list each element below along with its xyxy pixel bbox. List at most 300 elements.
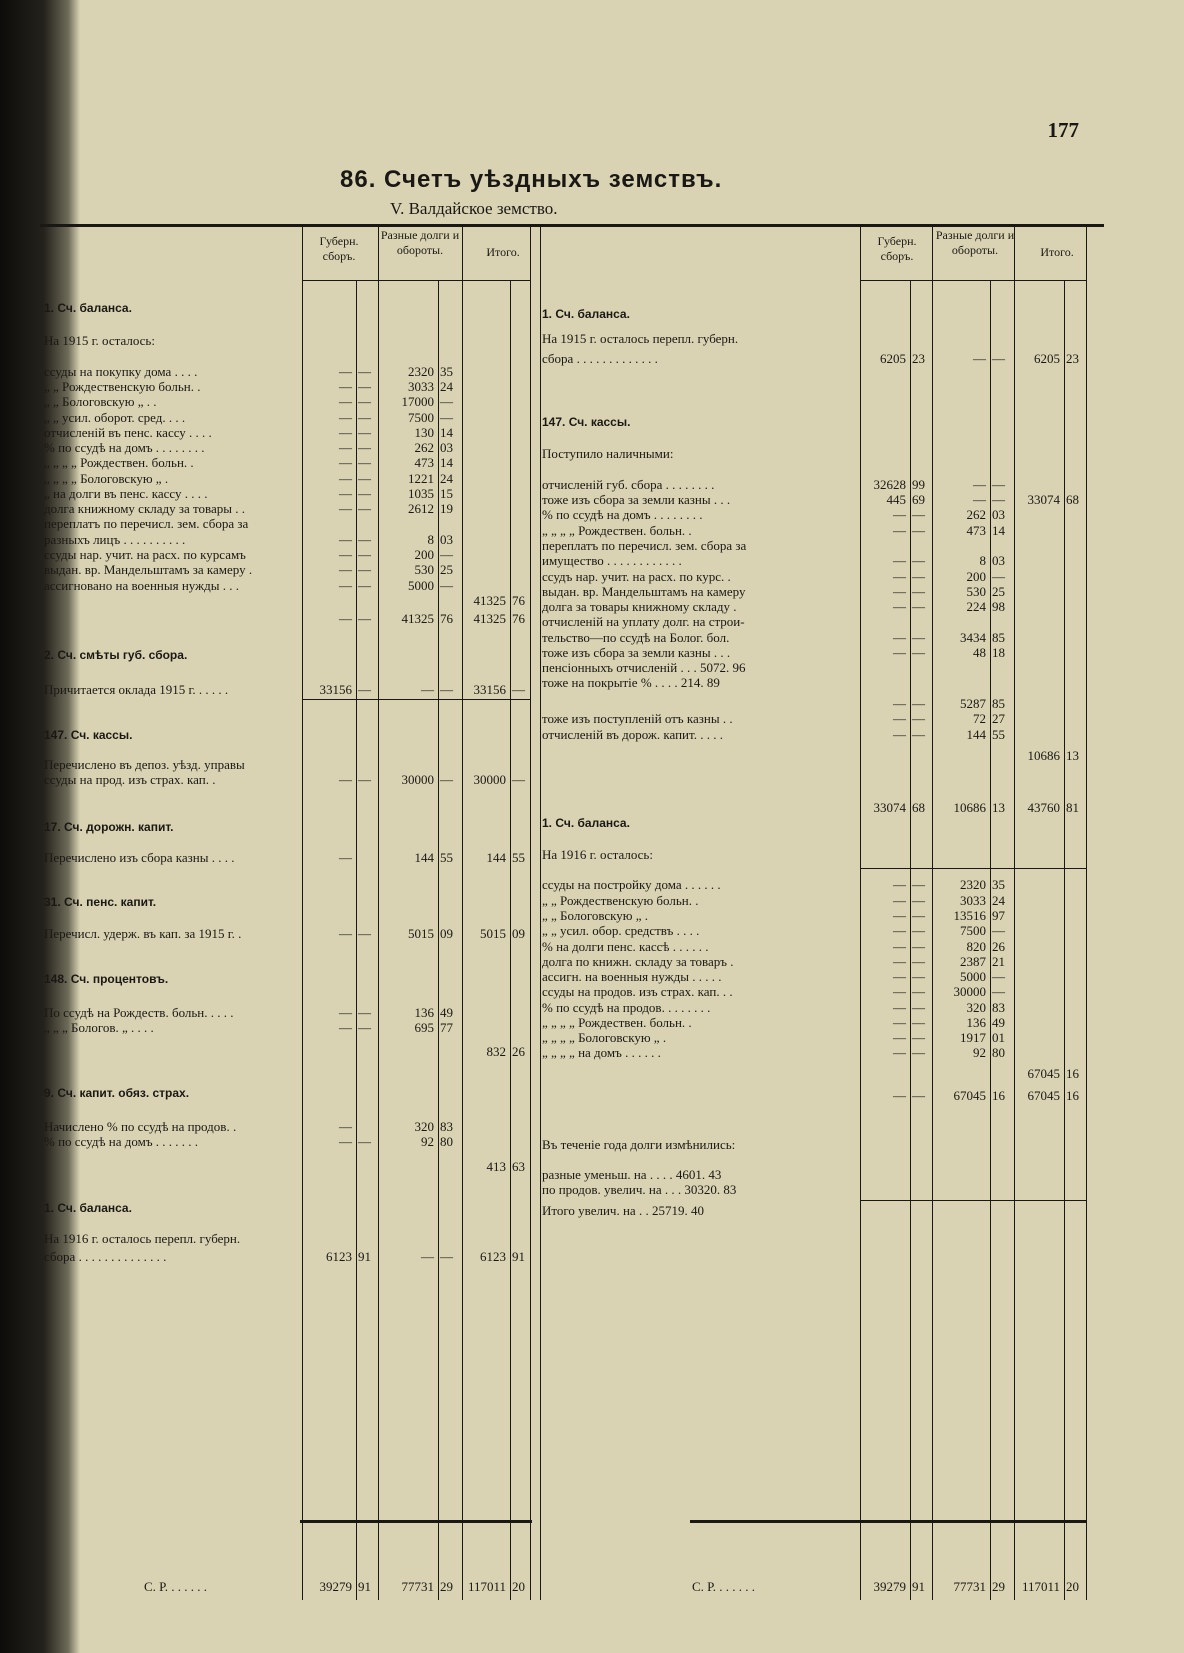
left-row-label: ссуды на прод. изъ страх. кап. . (44, 772, 216, 787)
right-cell-rk: 27 (992, 711, 1005, 726)
right-cell-g: — (893, 727, 906, 742)
right-cell-g: — (893, 523, 906, 538)
left-cell-i: 832 (486, 1044, 506, 1059)
left-row-label: 1. Сч. баланса. (44, 1201, 132, 1215)
right-cell-g: 32628 (873, 477, 906, 492)
left-cell-g: — (339, 532, 352, 547)
left-row-label: ассигновано на военныя нужды . . . (44, 578, 239, 593)
right-row-label: долга за товары книжному складу . (542, 599, 737, 614)
left-row (0, 393, 1184, 410)
left-cell-r: 1035 (408, 486, 434, 501)
left-cell-gk: — (358, 379, 371, 394)
left-cell-r: — (421, 682, 434, 697)
left-cell-g: — (339, 440, 352, 455)
right-cell-gk: 68 (912, 800, 925, 815)
left-cell-rk: — (440, 394, 453, 409)
left-cell-r: 41325 (401, 611, 434, 626)
right-cell-rk: — (992, 969, 1005, 984)
right-cell-gk: — (912, 923, 925, 938)
left-cell-r: 144 (414, 850, 434, 865)
left-header-gub: Губерн. сборъ. (319, 234, 359, 263)
right-header-gub: Губерн. сборъ. (877, 234, 917, 263)
left-cell-gk: — (358, 364, 371, 379)
right-row-label: сбора . . . . . . . . . . . . . (542, 351, 658, 366)
right-row-label: ссуды на постройку дома . . . . . . (542, 877, 721, 892)
right-cell-gk: — (912, 939, 925, 954)
right-cell-rk: 25 (992, 584, 1005, 599)
right-row-label: 147. Сч. кассы. (542, 415, 631, 429)
right-cell-r: 8 (979, 553, 986, 568)
left-cell-rk: 80 (440, 1134, 453, 1149)
left-row-label: 31. Сч. пенс. капит. (44, 895, 157, 909)
left-cell-r: 3033 (408, 379, 434, 394)
left-cell-gk: — (358, 772, 371, 787)
left-cell-r: 695 (414, 1020, 434, 1035)
right-row-label: тельство—по ссудѣ на Болог. бол. (542, 630, 730, 645)
right-cell-gk: — (912, 1088, 925, 1103)
left-cell-gk: — (358, 394, 371, 409)
left-cell-gk: — (358, 440, 371, 455)
right-row-label: ссудъ нар. учит. на расх. по курс. . (542, 569, 731, 584)
left-cell-r: 473 (414, 455, 434, 470)
right-row-label: „ „ „ „ Бологовскую „ . (542, 1030, 667, 1045)
right-cell-r: 136 (966, 1015, 986, 1030)
right-row (0, 552, 1184, 569)
right-cell-rk: 14 (992, 523, 1005, 538)
left-cell-ik: 91 (512, 1249, 525, 1264)
left-cell-r: 130 (414, 425, 434, 440)
right-cell-g: — (893, 1015, 906, 1030)
left-cell-gk: — (358, 562, 371, 577)
right-cell-rk: 80 (992, 1045, 1005, 1060)
right-row (0, 330, 1184, 347)
left-row-label: 2. Сч. смѣты губ. сбора. (44, 648, 188, 662)
right-row (0, 506, 1184, 523)
left-cell-g: — (339, 926, 352, 941)
left-cell-i: 41325 (473, 611, 506, 626)
right-cell-rk: 49 (992, 1015, 1005, 1030)
right-total-gk: 91 (912, 1579, 925, 1594)
right-row-label: 1. Сч. баланса. (542, 816, 630, 830)
right-cell-r: 92 (973, 1045, 986, 1060)
right-row (0, 846, 1184, 863)
left-row-label: „ „ усил. оборот. сред. . . . (44, 410, 186, 425)
right-row-label: Поступило наличными: (542, 446, 674, 461)
right-row-label: переплатъ по перечисл. зем. сбора за (542, 538, 747, 553)
left-row-label: 9. Сч. капит. обяз. страх. (44, 1086, 190, 1100)
left-cell-i: 144 (486, 850, 506, 865)
left-row-label: % по ссудѣ на домъ . . . . . . . . (44, 440, 205, 455)
left-cell-r: 92 (421, 1134, 434, 1149)
left-total-rule (300, 1520, 532, 1523)
left-cell-ik: 26 (512, 1044, 525, 1059)
left-cell-rk: — (440, 578, 453, 593)
right-cell-r: 1917 (960, 1030, 986, 1045)
right-cell-gk: — (912, 1030, 925, 1045)
right-total-i: 117011 (1021, 1579, 1060, 1594)
right-row-label: % по ссудѣ на домъ . . . . . . . . (542, 507, 703, 522)
right-row (0, 306, 1184, 323)
left-cell-rk: 35 (440, 364, 453, 379)
right-row-label: отчисленій на уплату долг. на строи- (542, 614, 745, 629)
left-row-label: „ „ „ „ Бологовскую „ . (44, 471, 169, 486)
right-cell-gk: — (912, 584, 925, 599)
left-cell-g: — (339, 425, 352, 440)
right-cell-g: — (893, 569, 906, 584)
left-cell-r: 5015 (408, 926, 434, 941)
right-cell-g: — (893, 645, 906, 660)
left-row-label: отчисленій въ пенс. кассу . . . . (44, 425, 212, 440)
left-header-rule (302, 280, 530, 281)
right-cell-rk: 83 (992, 1000, 1005, 1015)
right-cell-rk: — (992, 492, 1005, 507)
right-row-label: Итого увелич. на . . 25719. 40 (542, 1203, 704, 1218)
left-row (0, 771, 1184, 788)
right-row-label: Въ теченіе года долги измѣнились: (542, 1137, 736, 1152)
left-cell-i: 413 (486, 1159, 506, 1174)
right-cell-ik: 16 (1066, 1066, 1079, 1081)
right-cell-rk: 16 (992, 1088, 1005, 1103)
left-cell-gk: — (358, 410, 371, 425)
right-row-label: „ „ „ „ Рождествен. больн. . (542, 1015, 692, 1030)
right-cell-g: — (893, 1088, 906, 1103)
right-cell-gk: — (912, 877, 925, 892)
left-cell-r: 320 (414, 1119, 434, 1134)
left-cell-rk: 09 (440, 926, 453, 941)
right-row (0, 710, 1184, 727)
left-row-label: 17. Сч. дорожн. капит. (44, 820, 174, 834)
left-cell-gk: — (358, 547, 371, 562)
left-cell-i: 5015 (480, 926, 506, 941)
right-row-label: имущество . . . . . . . . . . . . (542, 553, 682, 568)
left-cell-gk: — (358, 682, 371, 697)
right-cell-rk: 03 (992, 553, 1005, 568)
right-cell-g: — (893, 954, 906, 969)
left-row-label: 147. Сч. кассы. (44, 728, 133, 742)
right-row-label: „ „ Рождественскую больн. . (542, 893, 699, 908)
right-cell-r: 7500 (960, 923, 986, 938)
right-cell-ik: 68 (1066, 492, 1079, 507)
right-row-label: „ „ Бологовскую „ . (542, 908, 649, 923)
right-cell-g: 6205 (880, 351, 906, 366)
left-cell-gk: — (358, 455, 371, 470)
right-cell-r: 2387 (960, 954, 986, 969)
right-cell-rk: 21 (992, 954, 1005, 969)
left-total-ik: 20 (512, 1579, 525, 1594)
right-cell-rk: 13 (992, 800, 1005, 815)
right-cell-rk: 85 (992, 630, 1005, 645)
left-cell-g: — (339, 547, 352, 562)
right-cell-g: — (893, 984, 906, 999)
right-cell-g: — (893, 1000, 906, 1015)
left-header-raz: Разные долги и обороты. (380, 228, 460, 257)
left-cell-i: 33156 (473, 682, 506, 697)
right-row (0, 726, 1184, 743)
left-cell-rk: 49 (440, 1005, 453, 1020)
left-row-label: ссуды нар. учит. на расх. по курсамъ (44, 547, 246, 562)
left-cell-r: 136 (414, 1005, 434, 1020)
right-cell-rk: 01 (992, 1030, 1005, 1045)
right-cell-g: — (893, 696, 906, 711)
right-row (0, 1087, 1184, 1104)
left-cell-rk: — (440, 1249, 453, 1264)
right-row-label: % на долги пенс. кассѣ . . . . . . (542, 939, 709, 954)
right-total-g: 39279 (873, 1579, 906, 1594)
right-cell-g: — (893, 1045, 906, 1060)
left-cell-g: — (339, 364, 352, 379)
right-cell-g: — (893, 908, 906, 923)
right-cell-gk: — (912, 645, 925, 660)
left-cell-rk: — (440, 682, 453, 697)
left-row-label: Перечислено въ депоз. уѣзд. управы (44, 757, 245, 772)
left-row-label: выдан. вр. Мандельштамъ за камеру . (44, 562, 253, 577)
left-cell-r: 2320 (408, 364, 434, 379)
right-cell-i: 33074 (1027, 492, 1060, 507)
right-row-label: тоже изъ сбора за земли казны . . . (542, 645, 731, 660)
left-cell-rk: 83 (440, 1119, 453, 1134)
right-cell-rk: 24 (992, 893, 1005, 908)
left-row-label: 148. Сч. процентовъ. (44, 972, 169, 986)
right-cell-gk: — (912, 908, 925, 923)
right-cell-gk: — (912, 1000, 925, 1015)
left-total-i: 117011 (467, 1579, 506, 1594)
left-cell-rk: — (440, 547, 453, 562)
right-cell-rk: 35 (992, 877, 1005, 892)
right-total-row (0, 1578, 1184, 1595)
right-cell-rk: 55 (992, 727, 1005, 742)
left-row-label: На 1915 г. осталось: (44, 333, 155, 348)
left-row-label: сбора . . . . . . . . . . . . . . (44, 1249, 167, 1264)
left-total-rk: 29 (440, 1579, 453, 1594)
right-cell-r: — (973, 492, 986, 507)
left-cell-r: 30000 (401, 772, 434, 787)
left-cell-i: 30000 (473, 772, 506, 787)
left-cell-rk: 19 (440, 501, 453, 516)
left-cell-gk: — (358, 425, 371, 440)
right-cell-r: — (973, 477, 986, 492)
left-cell-ik: 63 (512, 1159, 525, 1174)
right-cell-gk: — (912, 1045, 925, 1060)
left-cell-g: — (339, 394, 352, 409)
left-row-label: ссуды на покупку дома . . . . (44, 364, 198, 379)
right-cell-ik: 16 (1066, 1088, 1079, 1103)
left-cell-gk: — (358, 532, 371, 547)
left-cell-ik: 09 (512, 926, 525, 941)
right-cell-g: — (893, 630, 906, 645)
left-cell-gk: — (358, 486, 371, 501)
right-row (0, 613, 1184, 630)
right-cell-gk: — (912, 711, 925, 726)
right-cell-rk: — (992, 477, 1005, 492)
left-cell-rk: 14 (440, 425, 453, 440)
right-total-r: 77731 (953, 1579, 986, 1594)
left-cell-rk: 25 (440, 562, 453, 577)
right-cell-g: — (893, 584, 906, 599)
left-cell-r: 262 (414, 440, 434, 455)
right-cell-r: 200 (966, 569, 986, 584)
right-row-label: ссуды на продов. изъ страх. кап. . . (542, 984, 733, 999)
right-cell-rk: — (992, 569, 1005, 584)
right-cell-gk: — (912, 696, 925, 711)
right-total-label: С. Р. . . . . . . (692, 1579, 756, 1594)
left-cell-rk: 03 (440, 532, 453, 547)
right-cell-i: 10686 (1027, 748, 1060, 763)
right-cell-gk: 69 (912, 492, 925, 507)
right-row (0, 350, 1184, 367)
left-row-label: % по ссудѣ на домъ . . . . . . . (44, 1134, 199, 1149)
left-total-r: 77731 (401, 1579, 434, 1594)
left-cell-g: — (339, 578, 352, 593)
right-row (0, 414, 1184, 431)
left-cell-rk: 76 (440, 611, 453, 626)
right-cell-gk: — (912, 569, 925, 584)
left-cell-r: 200 (414, 547, 434, 562)
left-cell-r: — (421, 1249, 434, 1264)
left-cell-gk: — (358, 501, 371, 516)
left-cell-r: 2612 (408, 501, 434, 516)
right-cell-g: — (893, 893, 906, 908)
left-cell-g: 6123 (326, 1249, 352, 1264)
left-cell-ik: — (512, 682, 525, 697)
left-row (0, 1248, 1184, 1265)
left-row-label: Перечисл. удерж. въ кап. за 1915 г. . (44, 926, 242, 941)
right-row (0, 1044, 1184, 1061)
right-cell-ik: 81 (1066, 800, 1079, 815)
right-cell-g: — (893, 969, 906, 984)
right-cell-r: 473 (966, 523, 986, 538)
left-cell-gk: — (358, 1005, 371, 1020)
left-cell-g: — (339, 1119, 352, 1134)
right-row (0, 674, 1184, 691)
right-cell-rk: 18 (992, 645, 1005, 660)
left-cell-g: — (339, 611, 352, 626)
right-cell-i: 67045 (1027, 1066, 1060, 1081)
left-cell-g: — (339, 850, 352, 865)
right-cell-r: 320 (966, 1000, 986, 1015)
right-row (0, 1136, 1184, 1153)
left-row-label: По ссудѣ на Рождеств. больн. . . . . (44, 1005, 234, 1020)
left-cell-g: — (339, 1134, 352, 1149)
right-cell-r: — (973, 351, 986, 366)
right-row-label: тоже изъ поступленій отъ казны . . (542, 711, 733, 726)
right-cell-r: 5287 (960, 696, 986, 711)
right-row (0, 1181, 1184, 1198)
right-header-raz: Разные долги и обороты. (935, 228, 1015, 257)
right-row-label: На 1915 г. осталось перепл. губерн. (542, 331, 739, 346)
right-cell-i: 43760 (1027, 800, 1060, 815)
left-row-label: разныхъ лицъ . . . . . . . . . . (44, 532, 186, 547)
left-cell-rk: 14 (440, 455, 453, 470)
left-row-label: Причитается оклада 1915 г. . . . . . (44, 682, 229, 697)
right-header-itogo: Итого. (1040, 245, 1074, 259)
left-total-g: 39279 (319, 1579, 352, 1594)
left-cell-gk: — (358, 1134, 371, 1149)
left-cell-rk: 55 (440, 850, 453, 865)
right-cell-r: 224 (966, 599, 986, 614)
left-row-label: переплатъ по перечисл. зем. сбора за (44, 516, 249, 531)
right-row (0, 815, 1184, 832)
right-cell-ik: 23 (1066, 351, 1079, 366)
page-subtitle: V. Валдайское земство. (390, 199, 558, 218)
right-cell-gk: — (912, 553, 925, 568)
left-row-label: 1. Сч. баланса. (44, 301, 132, 315)
left-cell-ik: 76 (512, 593, 525, 608)
right-cell-r: 3434 (960, 630, 986, 645)
right-cell-g: — (893, 711, 906, 726)
right-cell-r: 30000 (953, 984, 986, 999)
left-total-gk: 91 (358, 1579, 371, 1594)
right-cell-gk: 99 (912, 477, 925, 492)
right-cell-gk: — (912, 984, 925, 999)
left-cell-ik: 76 (512, 611, 525, 626)
left-cell-i: 6123 (480, 1249, 506, 1264)
right-row (0, 747, 1184, 764)
top-rule (40, 224, 1104, 227)
left-cell-r: 1221 (408, 471, 434, 486)
right-cell-rk: 98 (992, 599, 1005, 614)
right-row-label: тоже изъ сбора за земли казны . . . (542, 492, 731, 507)
right-row (0, 445, 1184, 462)
right-cell-g: — (893, 553, 906, 568)
right-row-label: отчисленій губ. сбора . . . . . . . . (542, 477, 715, 492)
right-cell-r: 530 (966, 584, 986, 599)
right-cell-r: 67045 (953, 1088, 986, 1103)
left-cell-g: — (339, 1020, 352, 1035)
left-row-label: „ „ „ „ Рождествен. больн. . (44, 455, 194, 470)
right-cell-i: 67045 (1027, 1088, 1060, 1103)
right-cell-gk: — (912, 1015, 925, 1030)
right-row (0, 983, 1184, 1000)
right-row (0, 876, 1184, 893)
right-cell-r: 5000 (960, 969, 986, 984)
left-cell-g: — (339, 562, 352, 577)
right-cell-gk: 23 (912, 351, 925, 366)
right-row-label: „ „ усил. обор. средствъ . . . . (542, 923, 700, 938)
left-cell-g: — (339, 501, 352, 516)
right-row-label: отчисленій въ дорож. капит. . . . . (542, 727, 723, 742)
left-cell-i: 41325 (473, 593, 506, 608)
right-cell-gk: — (912, 507, 925, 522)
right-cell-rk: 97 (992, 908, 1005, 923)
left-cell-gk: — (358, 611, 371, 626)
left-cell-rk: 03 (440, 440, 453, 455)
left-row (0, 1230, 1184, 1247)
page-number: 177 (1047, 118, 1079, 142)
right-cell-gk: — (912, 727, 925, 742)
page-title: 86. Счетъ уѣздныхъ земствъ. (340, 166, 723, 193)
left-row-label: „ на долги въ пенс. кассу . . . . (44, 486, 208, 501)
right-cell-rk: — (992, 923, 1005, 938)
right-cell-rk: 85 (992, 696, 1005, 711)
left-row-label: На 1916 г. осталось перепл. губерн. (44, 1231, 241, 1246)
left-cell-rk: 15 (440, 486, 453, 501)
right-row (0, 1202, 1184, 1219)
right-cell-r: 820 (966, 939, 986, 954)
right-row-label: % по ссудѣ на продов. . . . . . . . (542, 1000, 711, 1015)
left-row-label: Начислено % по ссудѣ на продов. . (44, 1119, 237, 1134)
right-cell-rk: 26 (992, 939, 1005, 954)
left-row-label: Перечислено изъ сбора казны . . . . (44, 850, 235, 865)
right-row-label: разные уменьш. на . . . . 4601. 43 (542, 1167, 722, 1182)
right-cell-g: — (893, 507, 906, 522)
left-cell-rk: — (440, 772, 453, 787)
left-cell-gk: — (358, 471, 371, 486)
left-cell-rk: 24 (440, 471, 453, 486)
left-cell-gk: — (358, 926, 371, 941)
left-cell-ik: — (512, 772, 525, 787)
right-cell-gk: — (912, 954, 925, 969)
right-cell-gk: — (912, 630, 925, 645)
